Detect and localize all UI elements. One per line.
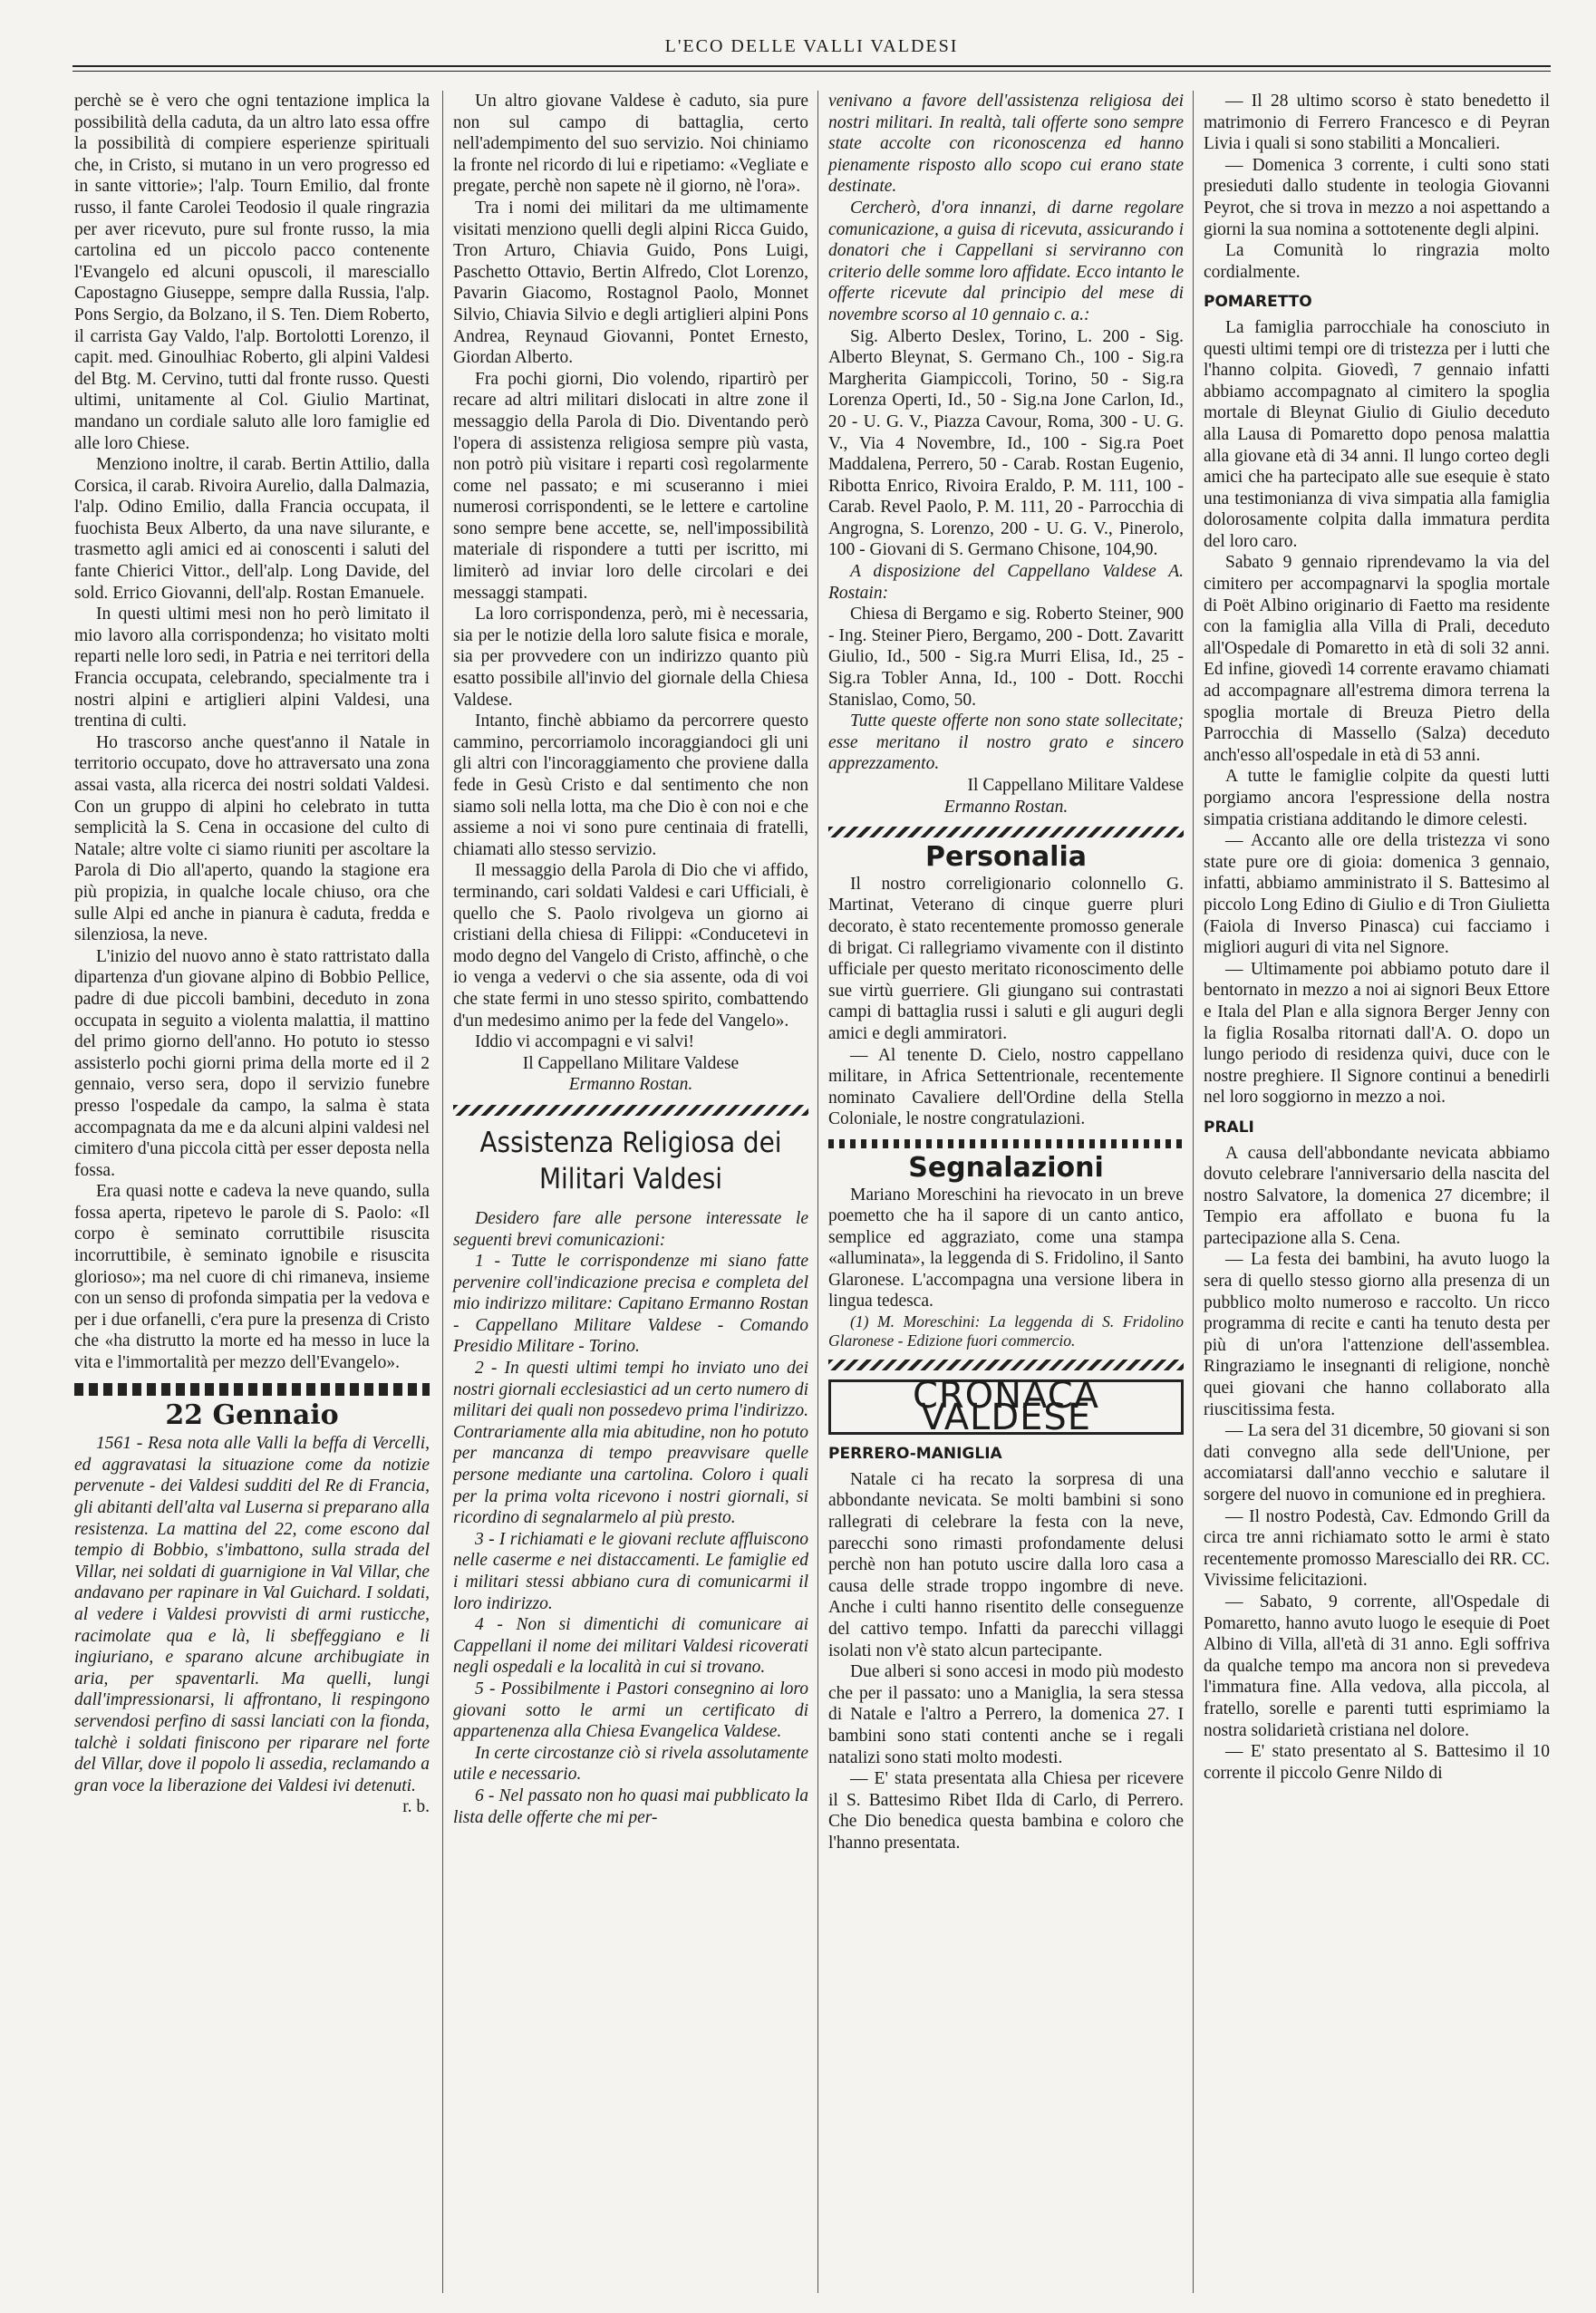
signature-name: Ermanno Rostan. [943,797,1069,817]
subsection-title: PERRERO-MANIGLIA [828,1445,1002,1464]
ornament-divider [828,1360,1184,1370]
paragraph: In questi ultimi mesi non ho però limitato il mio lavoro alla corrispondenza; ho visitato molti reparti nelle loro sedi, in Patria e nei territori della Francia occupata, celebrando, specialmente tra i nostri alpini e artiglieri alpini Valdesi, una trentina di culti. [74,605,430,731]
paragraph: perchè se è vero che ogni tentazione implica la possibilità della caduta, da un altro lato essa offre la possibilità di compiere esperienze spirituali che, in Cristo, si mutano in un vero progresso ed in sante vittorie»; l'alp. Tourn Emilio, dal fronte russo, il fante Carolei Teodosio il quale ringrazia per aver ricevuto, pure sul fronte russo, la mia cartolina ed un piccolo pacco contenente l'Evangelo ed alcuni opuscoli, il maresciallo Capostagno Giuseppe, sempre dalla Russia, l'alp. Pons Sergio, da Bolzano, il S. Ten. Diem Roberto, il carrista Gay Valdo, l'alp. Bortolotti Lorenzo, il capit. med. Ginoulhiac Roberto, gli alpini Valdesi del Btg. M. Cervino, tutti dal fronte russo. Questi ultimi, unitamente al Col. Giulio Martinat, mandano un cordiale saluto alle loro famiglie ed alle loro Chiese. [74,92,430,453]
column-divider [817,91,818,2293]
paragraph: Desidero fare alle persone interessate le seguenti brevi comunicazioni: [453,1208,808,1250]
header-rule-thin [73,71,1551,72]
paragraph: A tutte le famiglie colpite da questi lutti porgiamo ancora l'espressione della nostra simpatia cristiana additando le dimore celesti. [1204,767,1550,829]
ornament-divider [828,827,1184,837]
column-4 [1204,91,1550,1784]
paragraph: Tra i nomi dei militari da me ultimamente visitati menziono quelli degli alpini Ricca Guido, Tron Arturo, Chiavia Guido, Pons Luigi, Paschetto Ottavio, Bertin Alfredo, Clot Lorenzo, Pavarin Giacomo, Rostagnol Paolo, Monnet Silvio, Chiavia Silvio e degli artiglieri alpini Pons Andrea, Reynaud Giovanni, Pontet Ernesto, Giordan Alberto. [453,198,808,368]
column-2 [453,91,808,1828]
paragraph: Tutte queste offerte non sono state sollecitate; esse meritano il nostro grato e sincero apprezzamento. [828,711,1184,774]
paragraph: Sig. Alberto Deslex, Torino, L. 200 - Sig. Alberto Bleynat, S. Germano Ch., 100 - Sig.ra Margherita Giampiccoli, Torino, 50 - Sig.ra Lorenza Operti, Id., 50 - Sig.na Jone Carlon, Id., 20 - U. G. V., Piazza Cavour, Roma, 300 - U. G. V., Via 4 Novembre, Id., 100 - Sig.ra Poet Maddalena, Perrero, 50 - Carab. Rostan Eugenio, Ribotta Enrico, Rivoira Eraldo, P. M. 111, 100 - Carab. Revel Paolo, P. M. 111, 20 - Parrocchia di Angrogna, S. Lorenzo, 200 - U. G. V., Pinerolo, 100 - Giovani di S. Germano Chisone, 104,90. [828,326,1184,560]
paragraph: A disposizione del Cappellano Valdese A. Rostain: [828,562,1184,603]
paragraph: Natale ci ha recato la sorpresa di una abbondante nevicata. Se molti bambini si sono rallegrati di celebrare la festa con la neve, parecchi sono rimasti profondamente delusi perchè non han potuto uscire dalla loro casa a causa delle strade troppo ingombre di neve. Anche i culti hanno risentito delle conseguenze del cattivo tempo. Infatti da parecchi villaggi isolati non v'è stato alcun partecipante. [828,1469,1184,1660]
paragraph: Il nostro correligionario colonnello G. Martinat, Veterano di cinque guerre pluri decorato, è stato recentemente promosso generale di brigat. Ci rallegriamo vivamente con il distinto ufficiale per questo meritato riconoscimento delle sue virtù guerriere. Gli giungano sui contrastati campi di battaglia russi i saluti e gli auguri degli amici e degli ammiratori. [828,874,1184,1043]
paragraph: La famiglia parrocchiale ha conosciuto in questi ultimi tempi ore di tristezza per i lutti che l'hanno colpita. Giovedì, 7 gennaio infatti abbiamo accompagnato al cimitero la spoglia mortale di Bleynat Giulio di Giulio deceduto alla Lausa di Pomaretto dopo penosa malattia alla giovane età di 34 anni. Il lungo corteo degli amici che ha partecipato alle sue esequie è stato una testimonianza di viva simpatia alla famiglia dolorosamente colpita dalla immatura perdita del loro caro. [1204,317,1550,551]
paragraph: Mariano Moreschini ha rievocato in un breve poemetto che ha il sapore di un canto antico, semplice ed aggraziato, come una stampa «alluminata», la leggenda di S. Fridolino, il Santo Glaronese. L'accompagna una versione libera in lingua tedesca. [828,1185,1184,1311]
ornament-divider [828,1139,1184,1148]
signature: r. b. [402,1797,430,1817]
paragraph: Intanto, finchè abbiamo da percorrere questo cammino, percorriamolo incoraggiandoci gli uni gli altri con l'incoraggiamento che proviene dalla fede in Gesù Cristo e dal sentimento che non siamo soli nella lotta, ma che Dio è con noi e che assieme a noi vi sono pure centinaia di fratelli, chiamati allo stesso servizio. [453,711,808,859]
paragraph: Due alberi si sono accesi in modo più modesto che per il passato: uno a Maniglia, la sera stessa di Natale e l'altro a Perrero, la domenica 27. I bambini sono stati contenti anche se i regali natalizi sono stati molto modesti. [828,1662,1184,1767]
column-divider [1193,91,1194,2293]
paragraph: — La festa dei bambini, ha avuto luogo la sera di quello stesso giorno alla presenza di un pubblico molto numeroso e raccolto. Un ricco programma di recite e canti ha tenuto desta per più di un'ora l'attenzione dell'assemblea. Ringraziamo le insegnanti di religione, nonchè quei giovani che hanno collaborato alla riuscitissima festa. [1204,1250,1550,1419]
paragraph: — E' stata presentata alla Chiesa per ricevere il S. Battesimo Ribet Ilda di Carlo, di Perrero. Che Dio benedica questa bambina e coloro che l'hanno presentata. [828,1769,1184,1853]
paragraph: Il messaggio della Parola di Dio che vi affido, terminando, cari soldati Valdesi e cari Ufficiali, è quello che S. Paolo rivolgeva un giorno ai cristiani della chiesa di Filippi: «Conducetevi in modo degno del Vangelo di Cristo, affinchè, o che io venga a vedervi o che sia assente, oda di voi che state fermi in uno stesso spirito, combattendo d'un medesimo animo per la fede del Vangelo». [453,861,808,1031]
paragraph: L'inizio del nuovo anno è stato rattristato dalla dipartenza d'un giovane alpino di Bobbio Pellice, padre di due piccoli bambini, deceduto in zona occupata in seguito a violenta malattia, il mattino del primo giorno dell'anno. Ho potuto io stesso assisterlo pochi giorni prima della morte ed il 2 gennaio, verso sera, dopo il servizio funebre presso l'ospedale da campo, la salma è stata accompagnata da me e da alcuni alpini valdesi nel cimitero d'una piccola città per esser deposta nella fossa. [74,946,430,1180]
signature-title: Il Cappellano Militare Valdese [967,776,1184,795]
list-item: 6 - Nel passato non ho quasi mai pubblicato la lista delle offerte che mi per- [453,1786,808,1827]
column-3 [828,91,1184,1854]
column-divider [442,91,443,2293]
paragraph: Sabato 9 gennaio riprendevamo la via del cimitero per accompagnarvi la spoglia mortale di Poët Albino originario di Faetto ma residente con la famiglia alla Villa di Prali, deceduto all'Ospedale di Pomaretto in età di soli 32 anni. Ed infine, giovedì 14 corrente eravamo chiamati ad accompagnare all'estrema dimora terrena la spoglia mortale di Breuza Pietro della Parrocchia di Massello (Salza) deceduto anch'esso all'ospedale in età di 53 anni. [1204,553,1550,765]
paragraph: — Al tenente D. Cielo, nostro cappellano militare, in Africa Settentrionale, recentemente nominato Cavaliere dell'Ordine della Stella Coloniale, le nostre congratulazioni. [828,1045,1184,1129]
section-title-segnalazioni: Segnalazioni [908,1151,1104,1184]
paragraph: — Ultimamente poi abbiamo potuto dare il bentornato in mezzo a noi ai signori Beux Ettore e Itala del Plan e alla signora Berger Jenny con la figlia Rosalba ritornati dall'A. O. dopo un lungo periodo di residenza quivi, duce con le nostre preghiere. Il Signore continui a benedirli nel loro soggiorno in mezzo a noi. [1204,959,1550,1108]
paragraph: Un altro giovane Valdese è caduto, sia pure non sul campo di battaglia, certo nell'adempimento del suo servizio. Noi chiniamo la fronte nel ricordo di lui e ripetiamo: «Vegliate e pregate, perchè non sapete nè il giorno, nè l'ora». [453,92,808,197]
paragraph: Fra pochi giorni, Dio volendo, ripartirò per recare ad altri militari dislocati in altre zone il messaggio della Parola di Dio. Diventando però l'opera di assistenza religiosa sempre più vasta, non potrò più visitare i reparti così regolarmente come nel passato; e mi scuseranno i miei numerosi corrispondenti, se le lettere e cartoline sono sempre bene accette, se, nell'impossibilità materiale di rispondere a tutti per iscritto, mi limiterò ad inviar loro delle circolari e dei messaggi stampati. [453,369,808,603]
list-item: 4 - Non si dimentichi di comunicare ai Cappellani il nome dei militari Valdesi ricoverati negli ospedali e la località in cui si trovano. [453,1615,808,1678]
page-header: L'ECO DELLE VALLI VALDESI [664,36,959,56]
paragraph: — E' stato presentato al S. Battesimo il 10 corrente il piccolo Genre Nildo di [1204,1742,1550,1783]
paragraph: Chiesa di Bergamo e sig. Roberto Steiner, 900 - Ing. Steiner Piero, Bergamo, 200 - Dott. Zavaritt Giulio, Id., 500 - Sig.ra Murri Elisa, Id., 25 - Sig.ra Tobler Anna, Id., 100 - Dott. Rocchi Stanislao, Como, 50. [828,605,1184,710]
signature-title: Il Cappellano Militare Valdese [522,1053,740,1073]
paragraph: 1561 - Resa nota alle Valli la beffa di Vercelli, ed aggravatasi la situazione come da notizie pervenute - dei Valdesi sudditi del Re di Francia, gli abitanti dell'alta val Luserna si preparano alla resistenza. La mattina del 22, come escono dal tempio di Bobbio, s'imbattono, sulla strada del Villar, nei soldati di guarnigione in Val Villar, che andavano per rapinare in Val Guichard. I soldati, al vedere i Valdesi provvisti di armi rusticche, racimolate qua e là, li sbeffeggiano e li ingiuriano, e sparano alcune archibugiate in aria, per spaventarli. Ma quelli, lungi dall'impressionarsi, li affrontano, li respingono servendosi perfino di sassi lanciati con la fionda, talchè i soldati finiscono per riparare nel forte del Villar, dove il popolo li assedia, reclamando a gran voce la liberazione dei Valdesi ivi detenuti. [74,1434,430,1795]
paragraph: — Accanto alle ore della tristezza vi sono state pure ore di gioia: domenica 3 gennaio, infatti, abbiamo amministrato il S. Battesimo al piccolo Long Edino di Giulio e di Tron Giulietta (Faiola di Inverso Pinasca) cui facciamo i migliori auguri di vita nel Signore. [1204,831,1550,958]
paragraph: — Domenica 3 corrente, i culti sono stati presieduti dallo studente in teologia Giovanni Peyrot, che si trova in mezzo a noi aspettando a giorni la sua nomina a sottotenente degli alpini. [1204,155,1550,239]
section-title-date: 22 Gennaio [165,1398,339,1431]
paragraph: Ho trascorso anche quest'anno il Natale in territorio occupato, dove ho attraversato una zona assai vasta, alla ricerca dei nostri soldati Valdesi. Con un gruppo di alpini ho celebrato in tutta semplicità la S. Cena in occasione del culto di Natale; altre volte ci siamo riuniti per ascoltare la Parola di Dio all'aperto, quando la stagione era più propizia, in qualche locale chiuso, ora che sulle Alpi ed anche in pianura è caduta, fredda e silenziosa, la neve. [74,732,430,945]
paragraph: Iddio vi accompagni e vi salvi! [475,1032,695,1052]
list-item: 3 - I richiamati e le giovani reclute affluiscono nelle caserme e nei distaccamenti. Le famiglie ed i militari stessi abbiano cura di comunicarmi il loro indirizzo. [453,1529,808,1613]
section-title-cronaca: CRONACA VALDESE [828,1379,1184,1435]
section-title-assistenza: Assistenza Religiosa dei Militari Valdesi [479,1126,782,1195]
paragraph: — La sera del 31 dicembre, 50 giovani si son dati convegno alla sede dell'Unione, per accomiatarsi dall'anno vecchio e salutare il sorgere del nuovo in comunione ed in preghiera. [1204,1421,1550,1505]
list-item: 5 - Possibilmente i Pastori consegnino ai loro giovani sotto le armi un certificato di appartenenza alla Chiesa Evangelica Valdese. [453,1679,808,1742]
paragraph: — Il nostro Podestà, Cav. Edmondo Grill da circa tre anni richiamato sotto le armi è stato recentemente promosso Maresciallo dei RR. CC. Vivissime felicitazioni. [1204,1506,1550,1591]
paragraph: La loro corrispondenza, però, mi è necessaria, sia per le notizie della loro salute fisica e morale, sia per provvedere con un indirizzo quanto più esatto possibile all'invio del giornale della Chiesa Valdese. [453,605,808,710]
signature-name: Ermanno Rostan. [568,1075,693,1095]
paragraph: — Il 28 ultimo scorso è stato benedetto il matrimonio di Ferrero Francesco e di Peyran Livia i quali si sono stabiliti a Moncalieri. [1204,92,1550,154]
subsection-title: PRALI [1204,1118,1254,1137]
paragraph: Cercherò, d'ora innanzi, di darne regolare comunicazione, a guisa di ricevuta, assicurando i donatori che i Cappellani si serviranno con criterio delle somme loro affidate. Ecco intanto le offerte ricevute dal principio del mese di novembre scorso al 10 gennaio c. a.: [828,198,1184,324]
paragraph: venivano a favore dell'assistenza religiosa dei nostri militari. In realtà, tali offerte sono sempre state accolte con riconoscenza ed hanno pienamente risposto allo scopo cui erano state destinate. [828,92,1184,197]
paragraph: A causa dell'abbondante nevicata abbiamo dovuto celebrare l'anniversario della nascita del nostro Salvatore, la domenica 27 dicembre; il Tempio era affollato e buona fu la partecipazione alla S. Cena. [1204,1143,1550,1248]
paragraph: In certe circostanze ciò si rivela assolutamente utile e necessario. [453,1743,808,1785]
list-item: 1 - Tutte le corrispondenze mi siano fatte pervenire coll'indicazione precisa e completa del mio indirizzo militare: Capitano Ermanno Rostan - Cappellano Militare Valdese - Comando Presidio Militare - Torino. [453,1252,808,1357]
section-title-personalia: Personalia [924,841,1087,874]
paragraph: — Sabato, 9 corrente, all'Ospedale di Pomaretto, hanno avuto luogo le esequie di Poet Albino di Villa, all'età di 31 anno. Egli soffriva da qualche tempo ma ancora non si prevedeva l'immatura fine. Alla vedova, alla piccola, al fratello, sorelle e parenti tutti esprimiamo la nostra solidarietà cristiana nel dolore. [1204,1592,1550,1740]
column-1 [74,91,430,1818]
paragraph: Menziono inoltre, il carab. Bertin Attilio, dalla Corsica, il carab. Rivoira Aurelio, dalla Dalmazia, l'alp. Odino Emilio, dalla Francia occupata, il fuochista Beux Alberto, da una nave silurante, e trasmetto agli amici ed ai conoscenti i saluti del fante Chierici Vittor., dell'alp. Long Davide, del sold. Errico Giovanni, dell'alp. Rostan Emanuele. [74,455,430,603]
paragraph: Era quasi notte e cadeva la neve quando, sulla fossa aperta, ripetevo le parole di S. Paolo: «Il corpo è seminato corruttibile risuscita incorruttibile, è seminato ignobile e risuscita glorioso»; ma nel cuore di chi rimaneva, insieme con un senso di profonda simpatia per la vedova e per i due orfanelli, c'era pure la presenza di Cristo che «ha distrutto la morte ed ha messo in luce la vita e l'immortalità per mezzo dell'Evangelo». [74,1182,430,1373]
subsection-title: POMARETTO [1204,293,1312,312]
header-rule [73,65,1551,67]
ornament-divider [74,1383,430,1396]
ornament-divider [453,1105,808,1116]
footnote: (1) M. Moreschini: La leggenda di S. Fridolino Glaronese - Edizione fuori commercio. [828,1312,1184,1350]
paragraph: La Comunità lo ringrazia molto cordialmente. [1204,241,1550,282]
list-item: 2 - In questi ultimi tempi ho inviato uno dei nostri giornali ecclesiastici ad un certo numero di militari dei quali non possedevo prima l'indirizzo. Contrariamente alla mia abitudine, non ho potuto per mancanza di tempo preavvisare quelle persone mediante una cartolina. Coloro i quali per la prima volta ricevono i nostri giornali, si ricordino di segnalarmelo al più presto. [453,1359,808,1528]
